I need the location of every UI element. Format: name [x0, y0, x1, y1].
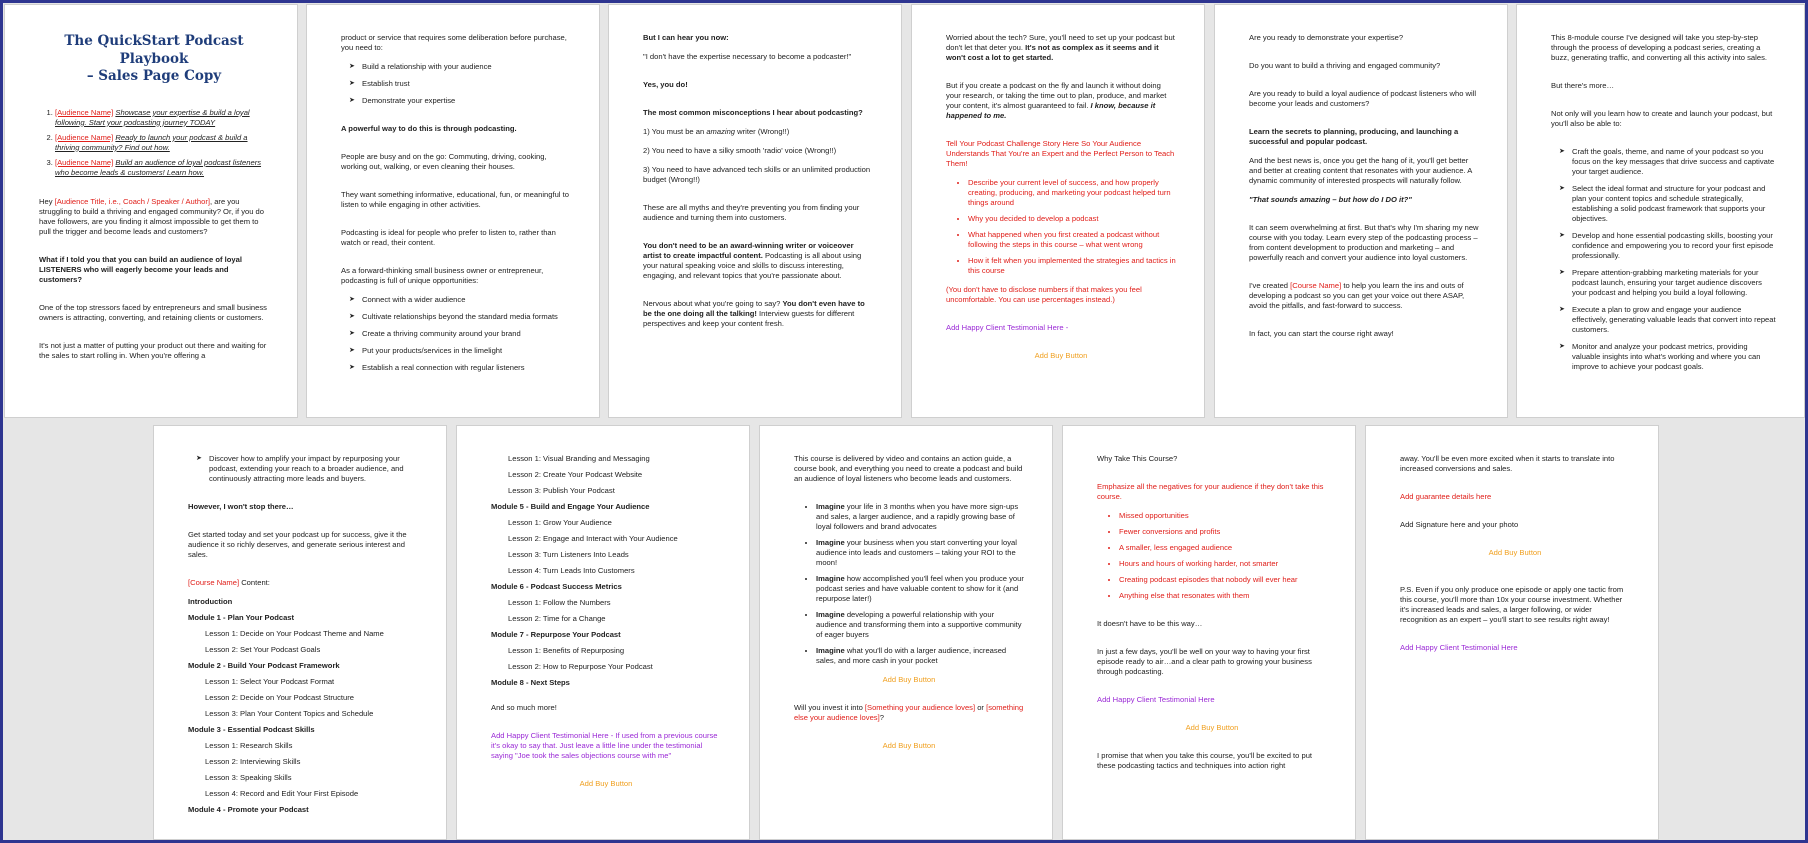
- lesson-item: Lesson 1: Grow Your Audience: [508, 518, 612, 528]
- text-run: , are you struggling to build a thriving and engaged community? Or, if you do have followers, are you finding it almost impossible to get them to pull the trigger and become leads and customers?: [39, 196, 264, 236]
- misconception-1: [643, 127, 873, 137]
- guarantee-placeholder: Add guarantee details here: [1400, 492, 1492, 502]
- lesson-item: Lesson 3: Speaking Skills: [205, 773, 292, 783]
- list-item: ➤ Establish a real connection with regular listeners: [349, 363, 571, 373]
- lesson-item: Lesson 2: Decide on Your Podcast Structure: [205, 693, 355, 703]
- more-paragraph: And so much more!: [491, 703, 557, 713]
- yes-heading: Yes, you do!: [643, 80, 688, 90]
- list-item: ➤ Build a relationship with your audience: [349, 62, 571, 72]
- lesson-item: Lesson 3: Turn Listeners Into Leads: [508, 550, 629, 560]
- list-item: • Anything else that resonates with them: [1119, 591, 1327, 601]
- list-item: • A smaller, less engaged audience: [1119, 543, 1327, 553]
- list-item: ➤ Select the ideal format and structure for your podcast and plan your content topics and schedule strategically, establishing a solid podcast framework that supports your objectives.: [1559, 184, 1776, 224]
- text-run: Hey: [39, 196, 55, 206]
- list-item: [816, 574, 1024, 604]
- list-item: ➤ Prepare attention-grabbing marketing materials for your podcast launch, ensuring your target audience discovers your podcast and helping you build a loyal following.: [1559, 268, 1776, 298]
- today-paragraph: Get started today and set your podcast up for success, give it the audience it so richly deserves, and generate serious interest and sales.: [188, 530, 407, 560]
- text-run: You don't even have to be the one doing all the talking!: [643, 299, 865, 319]
- overwhelm-paragraph: It can seem overwhelming at first. But that's why I'm sharing my new course with you today. Learn every step of the podcasting process – from content development to production and marketing – and powerfully reach and convert your audience into loyal customers.: [1249, 223, 1479, 263]
- ps-paragraph: P.S. Even if you only produce one episode or apply one tactic from this course, you'll more than 10x your course investment. Whether it's increased leads and sales, a larger following, or wider recognition as an expert – you'll start to see results right away!: [1400, 585, 1624, 625]
- list-item: • What happened when you first created a podcast without following the steps in this course – what went wrong: [968, 230, 1176, 250]
- lesson-item: Lesson 2: Engage and Interact with Your Audience: [508, 534, 678, 544]
- list-item: ➤ Connect with a wider audience: [349, 295, 571, 305]
- module-6: Module 6 - Podcast Success Metrics: [491, 582, 622, 592]
- module-7: Module 7 - Repurpose Your Podcast: [491, 630, 621, 640]
- text-run: how accomplished you'll feel when you produce your podcast series and have valuable content to show for it (and repurpose later!): [816, 574, 1024, 604]
- misconception-3: 3) You need to have advanced tech skills or an unlimited production budget (Wrong!!): [643, 165, 871, 185]
- headline-text: Build an audience of loyal podcast listeners who become leads & customers! Learn how.: [55, 157, 262, 177]
- question-1: Are you ready to demonstrate your expertise?: [1249, 33, 1404, 42]
- text-run: Interview guests for different perspectives and keep your content fresh.: [643, 309, 855, 329]
- buy-button-placeholder[interactable]: Add Buy Button: [1185, 723, 1239, 733]
- buy-button-placeholder[interactable]: Add Buy Button: [1034, 351, 1088, 361]
- page-7: [153, 425, 447, 840]
- list-item: • Creating podcast episodes that nobody will ever hear: [1119, 575, 1327, 585]
- module-5: Module 5 - Build and Engage Your Audience: [491, 502, 650, 512]
- page-6: [1516, 4, 1805, 418]
- audience-love-tag: [something else your audience loves]: [794, 703, 1024, 723]
- text-run: to help you learn the ins and outs of developing a podcast so you can get your voice out there ASAP, avoid the pitfalls, and fast-forward to success.: [1249, 281, 1465, 311]
- lesson-item: Lesson 2: Set Your Podcast Goals: [205, 645, 321, 655]
- module-3: Module 3 - Essential Podcast Skills: [188, 725, 315, 735]
- text-run: your life in 3 months when you have more sign-ups and sales, a larger audience, and a rapidly growing base of loyal followers and brand advocates: [816, 502, 1019, 532]
- list-item: ➤ Execute a plan to grow and engage your audience effectively, generating valuable leads that convert into repeat customers.: [1559, 305, 1776, 335]
- list-item: ➤ Develop and hone essential podcasting skills, boosting your confidence and empowering you to record your first episode professionally.: [1559, 231, 1776, 261]
- lesson-item: Lesson 1: Benefits of Repurposing: [508, 646, 625, 656]
- hear-heading: But I can hear you now:: [643, 33, 729, 42]
- away-paragraph: away. You'll be even more excited when it starts to translate into increased conversions and sales.: [1400, 454, 1615, 474]
- list-item: ➤ Discover how to amplify your impact by repurposing your podcast, extending your reach to a broader audience, and continuously attracting more leads and buyers.: [196, 454, 418, 484]
- list-item: [816, 610, 1024, 640]
- page-11: [1365, 425, 1659, 840]
- testimonial-placeholder: Add Happy Client Testimonial Here: [1097, 695, 1215, 705]
- list-item: • How it felt when you implemented the strategies and tactics in this course: [968, 256, 1176, 276]
- page-4: [911, 4, 1205, 418]
- list-item: ➤ Create a thriving community around your brand: [349, 329, 571, 339]
- text-run: Nervous about what you're going to say?: [643, 299, 783, 309]
- text-run: I know, because it happened to me.: [946, 101, 1156, 121]
- text-run: amazing: [706, 127, 736, 137]
- text-run: writer (Wrong!!): [735, 127, 790, 137]
- buy-button-placeholder[interactable]: Add Buy Button: [882, 675, 936, 685]
- headline-item: [55, 158, 269, 178]
- what-if-heading: What if I told you that you can build an audience of loyal LISTENERS who will eagerly become your leads and customers?: [39, 254, 242, 284]
- created-paragraph: [1249, 281, 1479, 311]
- audience-tag: [Audience Name]: [55, 157, 114, 167]
- testimonial-placeholder: Add Happy Client Testimonial Here -: [946, 323, 1069, 333]
- module-1: Module 1 - Plan Your Podcast: [188, 613, 295, 623]
- ideal-paragraph: Podcasting is ideal for people who prefer to listen to, rather than watch or read, their content.: [341, 228, 556, 248]
- content-heading: [188, 578, 418, 588]
- list-item: • Fewer conversions and profits: [1119, 527, 1327, 537]
- text-run: Will you invest it into: [794, 703, 865, 713]
- lesson-item: Lesson 1: Visual Branding and Messaging: [508, 454, 650, 463]
- invest-paragraph: [794, 703, 1024, 723]
- audience-tag: [Audience Name]: [55, 132, 114, 142]
- page-3: [608, 4, 902, 418]
- best-paragraph: And the best news is, once you get the hang of it, you'll get better and better at creating content that resonates with your audience. A dynamic community of interested prospects will naturally follow.: [1249, 156, 1472, 186]
- text-run: You don't need to be an award-winning writer or voiceover artist to create impactful content.: [643, 241, 854, 261]
- negatives-list: [1097, 511, 1327, 601]
- busy-paragraph: People are busy and on the go: Commuting, driving, cooking, working out, walking, or even cleaning their houses.: [341, 152, 547, 172]
- lesson-item: Lesson 4: Record and Edit Your First Episode: [205, 789, 359, 799]
- doesnt-paragraph: It doesn't have to be this way…: [1097, 619, 1203, 629]
- not-just-paragraph: It's not just a matter of putting your product out there and waiting for the sales to start rolling in. When you're offering a: [39, 340, 267, 360]
- signature-placeholder: Add Signature here and your photo: [1400, 520, 1519, 530]
- page-8: [456, 425, 750, 840]
- module-8: Module 8 - Next Steps: [491, 678, 570, 688]
- testimonial-placeholder: Add Happy Client Testimonial Here - If used from a previous course it's okay to say that. Just leave a little line under the testimonial saying "Joe took the sales objections course with me": [491, 731, 718, 761]
- list-item: • Missed opportunities: [1119, 511, 1327, 521]
- stressors-paragraph: One of the top stressors faced by entrepreneurs and small business owners is attracting, converting, and retaining clients or customers.: [39, 302, 267, 322]
- headline-list: [39, 108, 269, 178]
- lesson-item: Lesson 2: Create Your Podcast Website: [508, 470, 643, 480]
- misconceptions-heading: The most common misconceptions I hear about podcasting?: [643, 108, 863, 118]
- page-10: [1062, 425, 1356, 840]
- few-days-paragraph: In just a few days, you'll be well on your way to having your first episode ready to air…and a clear path to growing your business through podcasting.: [1097, 647, 1312, 677]
- opportunities-list: [341, 295, 571, 373]
- story-instruction: Tell Your Podcast Challenge Story Here So Your Audience Understands That You're an Expert and the Perfect Person to Teach Them!: [946, 139, 1175, 169]
- lesson-item: Lesson 2: How to Repurpose Your Podcast: [508, 662, 653, 672]
- text-run: Imagine: [816, 538, 845, 548]
- needs-list: [341, 62, 571, 106]
- lesson-item: Lesson 2: Interviewing Skills: [205, 757, 301, 767]
- promise-paragraph: I promise that when you take this course, you'll be excited to put these podcasting tactics and techniques into action right: [1097, 751, 1313, 771]
- start-paragraph: In fact, you can start the course right away!: [1249, 329, 1394, 339]
- list-item: [816, 646, 1024, 666]
- text-run: Imagine: [816, 610, 845, 620]
- fly-paragraph: [946, 81, 1176, 121]
- page-2: [306, 4, 600, 418]
- page-1: [4, 4, 298, 418]
- lesson-item: Lesson 1: Follow the Numbers: [508, 598, 611, 608]
- list-item: [816, 538, 1024, 568]
- list-item: ➤ Cultivate relationships beyond the standard media formats: [349, 312, 571, 322]
- page-5: [1214, 4, 1508, 418]
- powerful-heading: A powerful way to do this is through podcasting.: [341, 124, 517, 134]
- headline-item: [55, 133, 269, 153]
- story-bullets: [946, 178, 1176, 276]
- course-name-tag: [Course Name]: [188, 578, 240, 588]
- disclose-note: (You don't have to disclose numbers if that makes you feel uncomfortable. You can use percentages instead.): [946, 285, 1142, 305]
- headline-text: Ready to launch your podcast & build a thriving community? Find out how.: [55, 132, 248, 152]
- lesson-item: Lesson 3: Publish Your Podcast: [508, 486, 615, 496]
- audience-title-tag: [Audience Title, i.e., Coach / Speaker / Author]: [54, 196, 210, 206]
- course-name-tag: [Course Name]: [1290, 281, 1342, 291]
- text-run: Podcasting is all about using your natural speaking voice and skills to discuss interesting, engaging, and relevant topics that you're passionate about.: [643, 251, 862, 281]
- amazing-quote: "That sounds amazing – but how do I DO it?": [1249, 195, 1412, 205]
- text-run: ?: [879, 713, 884, 723]
- want-paragraph: They want something informative, educational, fun, or meaningful to listen to while engaging in other activities.: [341, 190, 569, 210]
- lesson-item: Lesson 2: Time for a Change: [508, 614, 606, 624]
- text-run: your business when you start converting your loyal audience into leads and customers – taking your ROI to the moon!: [816, 538, 1017, 568]
- list-item: [816, 502, 1024, 532]
- discover-list: [188, 454, 418, 484]
- list-item: • Describe your current level of success, and how properly creating, producing, and marketing your podcast helped turn things around: [968, 178, 1176, 208]
- module-2: Module 2 - Build Your Podcast Framework: [188, 661, 340, 671]
- list-item: • Hours and hours of working harder, not smarter: [1119, 559, 1327, 569]
- text-run: Worried about the tech? Sure, you'll need to set up your podcast but don't let that deter you.: [946, 33, 1175, 53]
- module-introduction: Introduction: [188, 597, 233, 607]
- negatives-instruction: Emphasize all the negatives for your audience if they don't take this course.: [1097, 482, 1324, 502]
- list-item: ➤ Monitor and analyze your podcast metrics, providing valuable insights into what's working and where you can improve to achieve your podcast goals.: [1559, 342, 1776, 372]
- list-item: ➤ Put your products/services in the limelight: [349, 346, 571, 356]
- lesson-item: Lesson 1: Decide on Your Podcast Theme and Name: [205, 629, 384, 639]
- list-item: ➤ Establish trust: [349, 79, 571, 89]
- list-item: • Why you decided to develop a podcast: [968, 214, 1176, 224]
- lesson-item: Lesson 3: Plan Your Content Topics and Schedule: [205, 709, 374, 719]
- question-3: Are you ready to build a loyal audience of podcast listeners who will become your leads and customers?: [1249, 89, 1477, 109]
- imagine-list: [794, 502, 1024, 666]
- buy-button-placeholder[interactable]: Add Buy Button: [579, 779, 633, 789]
- text-run: or: [975, 703, 987, 713]
- forward-paragraph: As a forward-thinking small business owner or entrepreneur, podcasting is full of unique opportunities:: [341, 266, 544, 286]
- buy-button-placeholder[interactable]: Add Buy Button: [1488, 548, 1542, 558]
- text-run: 1) You must be an: [643, 127, 707, 137]
- text-run: I've created: [1249, 281, 1291, 291]
- lesson-item: Lesson 1: Select Your Podcast Format: [205, 677, 335, 687]
- audience-tag: [Audience Name]: [55, 107, 114, 117]
- misconception-2: 2) You need to have a silky smooth 'radio' voice (Wrong!!): [643, 146, 837, 156]
- intro-paragraph: This course is delivered by video and contains an action guide, a course book, and everything you need to create a podcast and build an audience of loyal listeners who become leads and customers.: [794, 454, 1023, 484]
- document-title: [39, 33, 269, 86]
- text-run: But if you create a podcast on the fly and launch it without doing your research, or taking the time out to plan, produce, and market your content, it's almost guaranteed to fail.: [946, 81, 1167, 111]
- text-run: what you'll do with a larger audience, increased sales, and more cash in your pocket: [816, 646, 1007, 666]
- why-heading: Why Take This Course?: [1097, 454, 1178, 463]
- audience-love-tag: [Something your audience loves]: [864, 703, 976, 713]
- title-line-1: The QuickStart Podcast Playbook: [64, 33, 244, 67]
- text-run: developing a powerful relationship with your audience and transforming them into a supportive community of eager buyers: [816, 610, 1022, 640]
- lesson-item: Lesson 4: Turn Leads Into Customers: [508, 566, 635, 576]
- more-paragraph: But there's more…: [1551, 81, 1615, 91]
- title-line-2: – Sales Page Copy: [86, 68, 222, 85]
- text-run: It's not as complex as it seems and it won't cost a lot to get started.: [946, 43, 1159, 63]
- buy-button-placeholder[interactable]: Add Buy Button: [882, 741, 936, 751]
- wont-stop-heading: However, I won't stop there…: [188, 502, 294, 512]
- myths-paragraph: These are all myths and they're preventing you from finding your audience and turning them into customers.: [643, 203, 860, 223]
- list-item: ➤ Craft the goals, theme, and name of your podcast so you focus on the key messages that drive success and captivate your target audience.: [1559, 147, 1776, 177]
- testimonial-placeholder: Add Happy Client Testimonial Here: [1400, 643, 1518, 653]
- text-run: Imagine: [816, 574, 845, 584]
- module-4: Module 4 - Promote your Podcast: [188, 805, 309, 815]
- intro-paragraph: This 8-module course I've designed will take you step-by-step through the process of developing a podcast series, creating a buzz, generating traffic, and converting all this activity into sales.: [1551, 33, 1767, 63]
- headline-text: Showcase your expertise & build a loyal following. Start your podcasting journey TODAY: [55, 107, 250, 127]
- headline-item: [55, 108, 269, 128]
- hey-paragraph: [39, 197, 269, 237]
- award-paragraph: [643, 241, 873, 281]
- also-paragraph: Not only will you learn how to create and launch your podcast, but you'll also be able to:: [1551, 109, 1773, 129]
- learn-heading: Learn the secrets to planning, producing, and launching a successful and popular podcast.: [1249, 127, 1459, 147]
- page-9: [759, 425, 1053, 840]
- text-run: Imagine: [816, 502, 845, 512]
- intro-paragraph: product or service that requires some deliberation before purchase, you need to:: [341, 33, 567, 53]
- quote-paragraph: "I don't have the expertise necessary to become a podcaster!": [643, 52, 852, 62]
- worried-paragraph: [946, 33, 1176, 63]
- list-item: ➤ Demonstrate your expertise: [349, 96, 571, 106]
- text-run: Imagine: [816, 646, 845, 656]
- benefits-list: [1551, 147, 1776, 372]
- text-run: Content:: [239, 578, 270, 588]
- nervous-paragraph: [643, 299, 873, 329]
- question-2: Do you want to build a thriving and engaged community?: [1249, 61, 1441, 71]
- lesson-item: Lesson 1: Research Skills: [205, 741, 293, 751]
- document-canvas: [3, 3, 1805, 840]
